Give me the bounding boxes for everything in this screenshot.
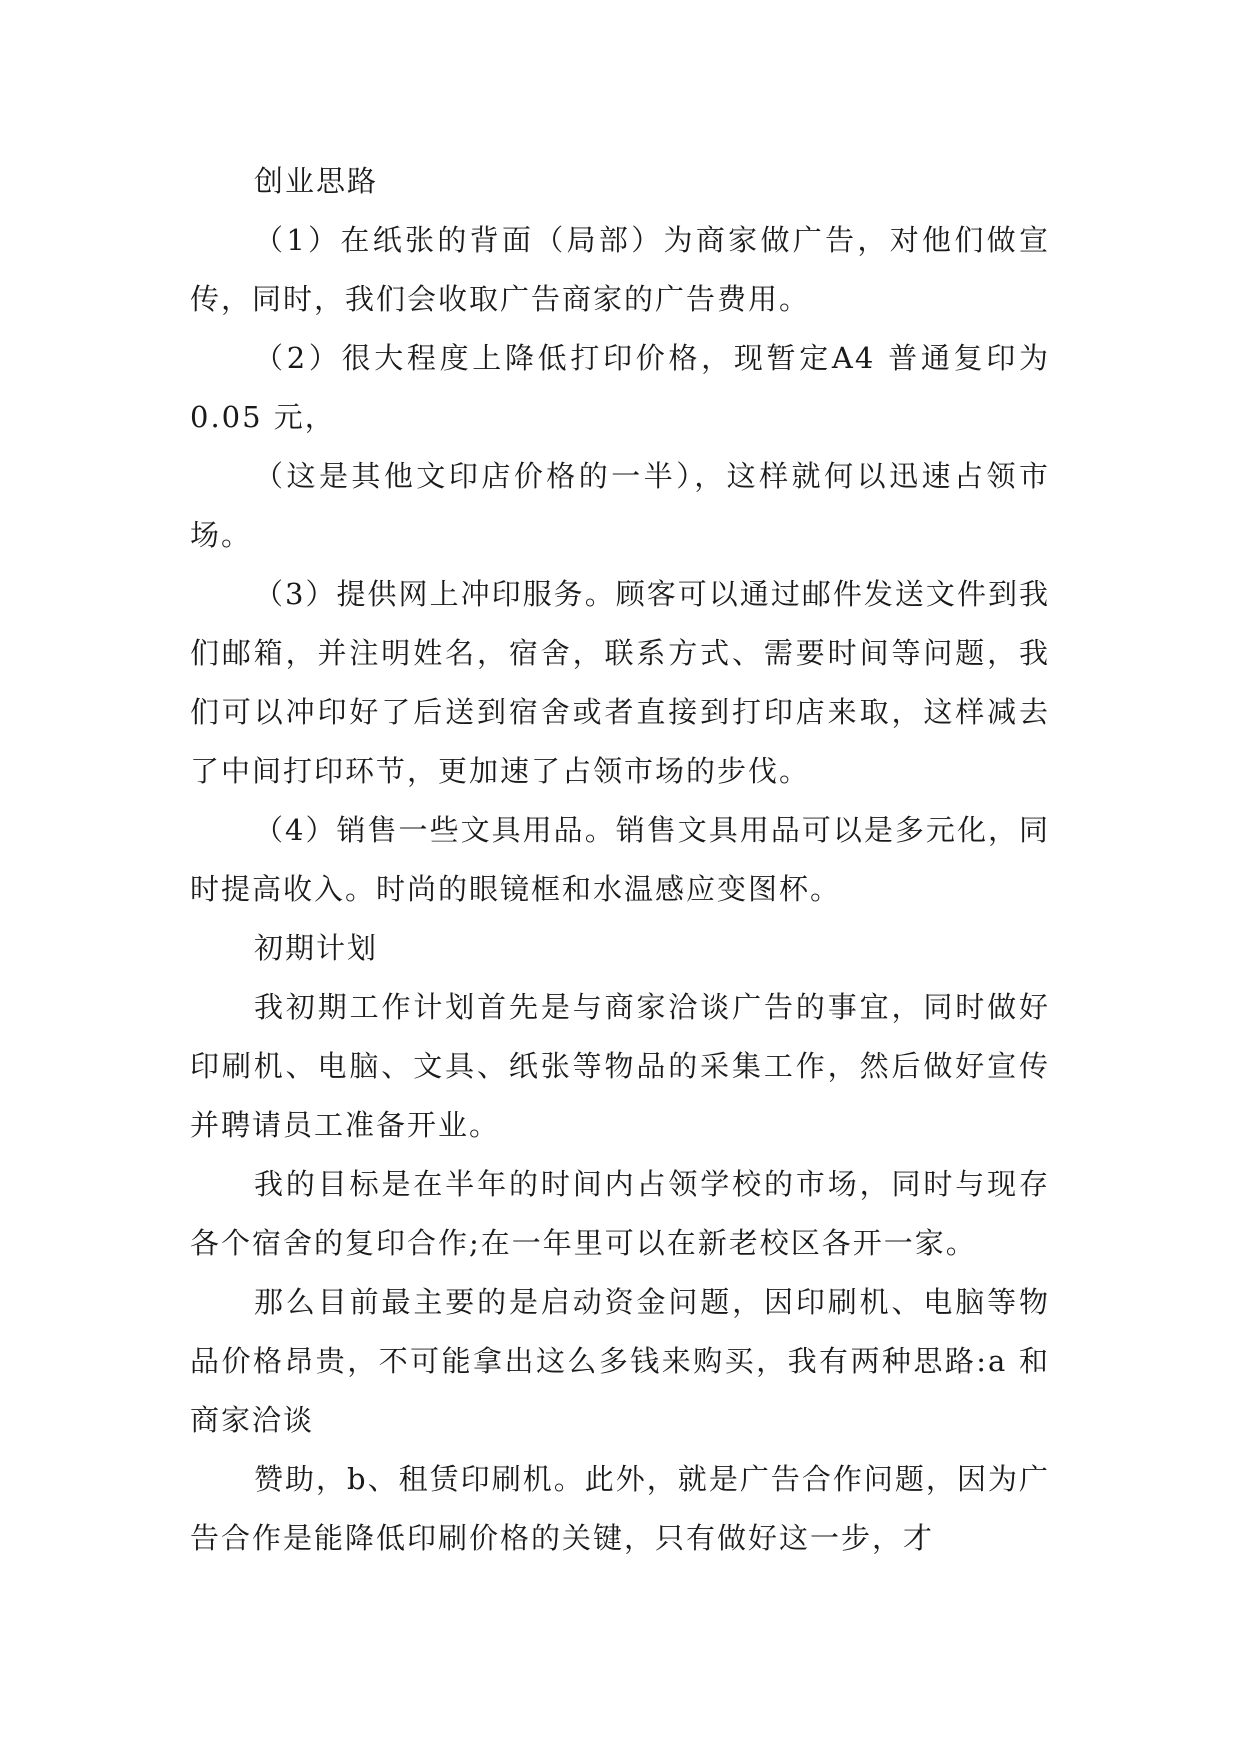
section-heading-startup-ideas: 创业思路 <box>254 164 379 198</box>
section-heading-initial-plan: 初期计划 <box>254 931 379 965</box>
paragraph-idea-2-note: （这是其他文印店价格的一半），这样就何以迅速占领市场。 <box>190 459 1050 552</box>
paragraph-sponsorship: 赞助，b、租赁印刷机。此外，就是广告合作问题，因为广告合作是能降低印刷价格的关键，只有做好这一步，才 <box>190 1462 1050 1555</box>
document-body <box>190 152 1050 1568</box>
paragraph-goal: 我的目标是在半年的时间内占领学校的市场，同时与现存各个宿舍的复印合作;在一年里可以在新老校区各开一家。 <box>190 1167 1050 1260</box>
paragraph-idea-4: （4）销售一些文具用品。销售文具用品可以是多元化，同时提高收入。时尚的眼镜框和水温感应变图杯。 <box>190 813 1050 906</box>
paragraph-funding: 那么目前最主要的是启动资金问题，因印刷机、电脑等物品价格昂贵，不可能拿出这么多钱来购买，我有两种思路:a 和商家洽谈 <box>190 1285 1050 1437</box>
paragraph-idea-2: （2）很大程度上降低打印价格，现暂定A4 普通复印为0.05 元， <box>190 341 1050 434</box>
paragraph-idea-3: （3）提供网上冲印服务。顾客可以通过邮件发送文件到我们邮箱，并注明姓名，宿舍，联系方式、需要时间等问题，我们可以冲印好了后送到宿舍或者直接到打印店来取，这样减去了中间打印环节，更加速了占领市场的步伐。 <box>190 577 1050 788</box>
paragraph-initial-work: 我初期工作计划首先是与商家洽谈广告的事宜，同时做好印刷机、电脑、文具、纸张等物品的采集工作，然后做好宣传并聘请员工准备开业。 <box>190 990 1050 1142</box>
paragraph-idea-1: （1）在纸张的背面（局部）为商家做广告，对他们做宣传，同时，我们会收取广告商家的广告费用。 <box>190 223 1050 316</box>
